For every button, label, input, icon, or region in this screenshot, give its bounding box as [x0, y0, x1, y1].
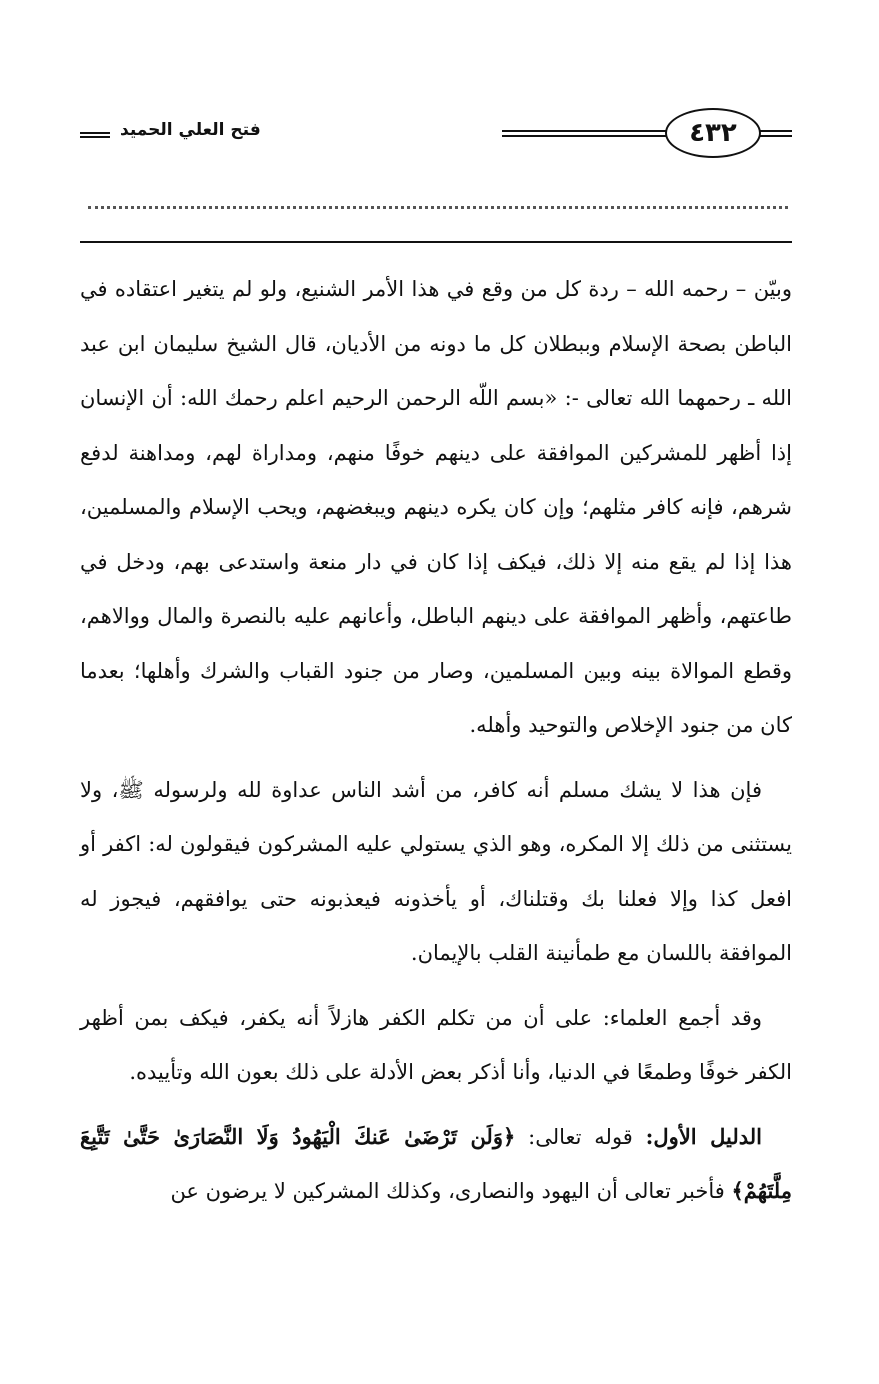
paragraph-1: وبيّن – رحمه الله – ردة كل من وقع في هذا الأمر الشنيع، ولو لم يتغير اعتقاده في الباطن بصحة الإسلام وببطلان كل ما دونه من الأديان، قال الشيخ سليمان ابن عبد الله ـ رحمهما الله تعالى -: «بسم اللّه الرحمن الرحيم اعلم رحمك الله: أن الإنسان إذا أظهر للمشركين الموافقة على دينهم خوفًا منهم، ومداراة لهم، ومداهنة لدفع شرهم، فإنه كافر مثلهم؛ وإن كان يكره دينهم ويبغضهم، ويحب الإسلام والمسلمين، هذا إذا لم يقع منه إلا ذلك، فيكف إذا كان في دار منعة واستدعى بهم، ودخل في طاعتهم، وأظهر الموافقة على دينهم الباطل، وأعانهم عليه بالنصرة والمال ووالاهم، وقطع الموالاة بينه وبين المسلمين، وصار من جنود القباب والشرك وأهلها؛ بعدما كان من جنود الإخلاص والتوحيد وأهله. — [80, 277, 792, 737]
page-number-frame — [665, 108, 761, 158]
title-decorative-rule — [80, 132, 110, 138]
dotted-separator — [88, 206, 788, 209]
book-title: فتح العلي الحميد — [120, 120, 261, 140]
header-separator-rule — [80, 241, 792, 243]
running-header — [80, 108, 792, 164]
paragraph-4 — [80, 1110, 792, 1219]
paragraph-3: وقد أجمع العلماء: على أن من تكلم الكفر هازلاً أنه يكفر، فيكف بمن أظهر الكفر خوفًا وطمعًا في الدنيا، وأنا أذكر بعض الأدلة على ذلك بعون الله وتأييده. — [80, 1005, 792, 1084]
page-number-right-rule — [760, 130, 792, 137]
paragraph-gap — [80, 981, 792, 991]
body-text — [80, 262, 792, 1219]
quran-verse: ﴿وَلَن تَرْضَىٰ عَنكَ الْيَهُودُ وَلَا النَّصَارَىٰ حَتَّىٰ تَتَّبِعَ مِلَّتَهُمْ﴾ — [80, 1123, 792, 1203]
page-number: ٤٣٢ — [689, 118, 737, 148]
paragraph-gap — [80, 1100, 792, 1110]
paragraph-2: فإن هذا لا يشك مسلم أنه كافر، من أشد الناس عداوة لله ولرسوله ﷺ، ولا يستثنى من ذلك إلا المكره، وهو الذي يستولي عليه المشركون فيقولون له: اكفر أو افعل كذا وإلا فعلنا بك وقتلناك، أو يأخذونه فيعذبونه حتى يوافقهم، فيجوز له الموافقة باللسان مع طمأنينة القلب بالإيمان. — [80, 777, 792, 965]
paragraph-gap — [80, 753, 792, 763]
evidence-intro: قوله تعالى: — [515, 1124, 646, 1149]
evidence-text: فأخبر تعالى أن اليهود والنصارى، وكذلك المشركين لا يرضون عن — [170, 1179, 732, 1203]
evidence-label: الدليل الأول: — [645, 1123, 762, 1149]
page-number-left-rule — [502, 130, 667, 137]
